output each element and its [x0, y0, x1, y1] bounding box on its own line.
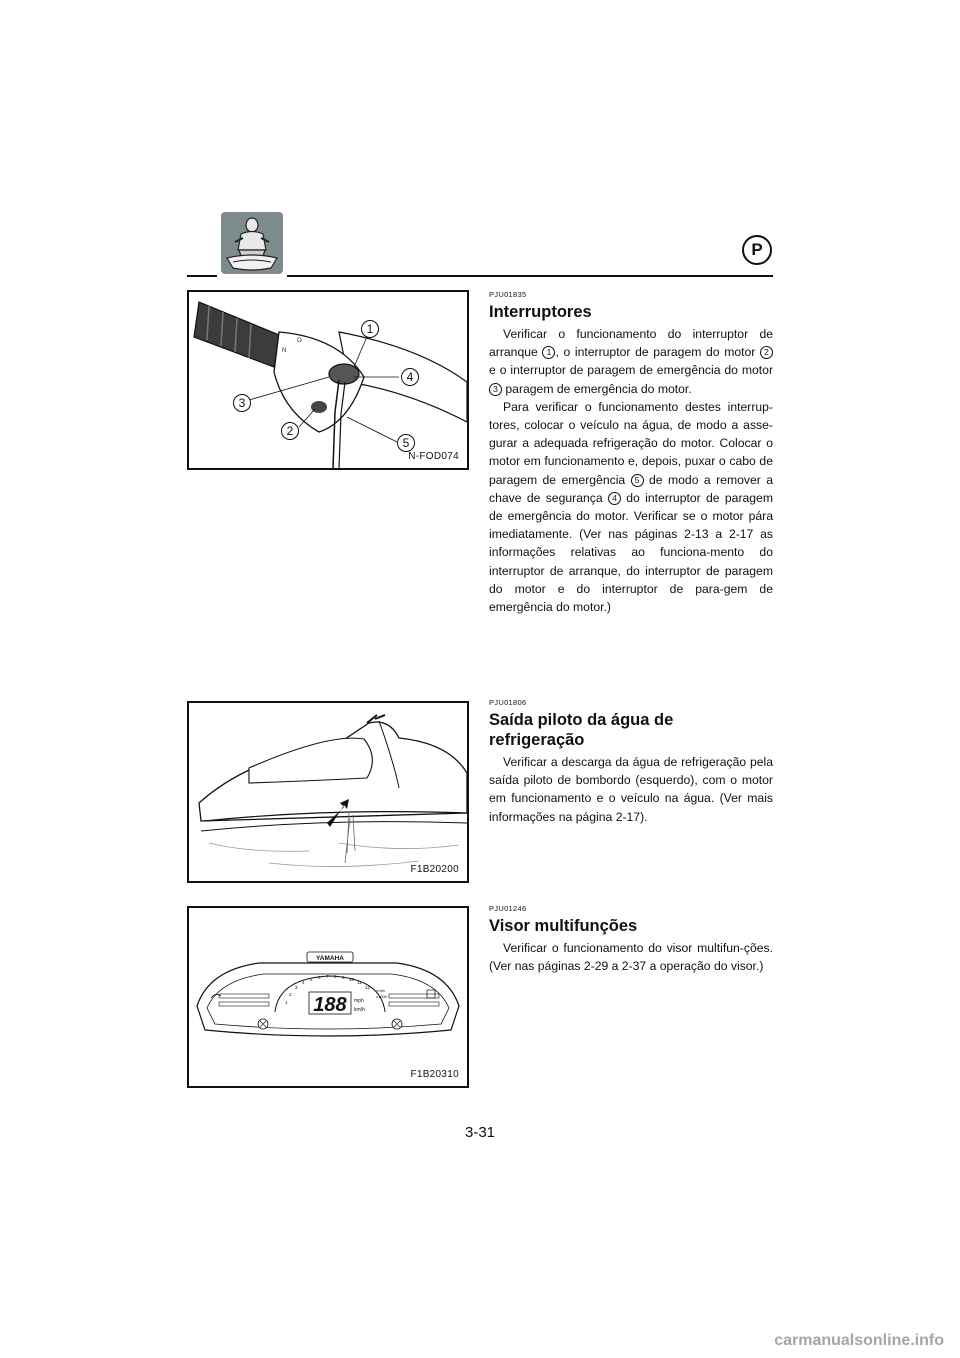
handlebar-switch-illustration	[189, 292, 467, 468]
ref-number: 1	[542, 346, 555, 359]
rpm-tick: 9	[342, 975, 345, 980]
rpm-tick: 8	[334, 974, 337, 979]
figure-code: F1B20200	[410, 864, 459, 875]
chapter-icon	[221, 212, 283, 274]
section-title: Saída piloto da água de refrigeração	[489, 711, 674, 749]
section-code: PJU01806	[489, 698, 527, 707]
section-code: PJU01246	[489, 904, 527, 913]
svg-text:O: O	[297, 338, 302, 344]
rpm-tick: 11	[357, 980, 362, 985]
ref-number: 2	[760, 346, 773, 359]
text-run: e o interruptor de paragem de emergência do motor	[489, 363, 773, 378]
text-run: de modo a remover a chave de segurança	[489, 472, 774, 505]
figure-code: F1B20310	[410, 1069, 459, 1080]
section-title: Interruptores	[489, 303, 592, 321]
rpm-tick: 3	[295, 985, 298, 990]
figure-cooling-pilot	[187, 701, 469, 883]
section-visor	[489, 904, 773, 975]
svg-text:N: N	[282, 348, 287, 354]
ref-number: 3	[489, 383, 502, 396]
text-run: Para verificar o funcionamento destes interrup-tores, colocar o veículo na água, de modo a asse-gurar a adequada refrigeração do motor. Colocar o motor em funcionamento e, depois, puxar o cabo de paragem de emergência	[489, 399, 773, 487]
header-rule-right	[287, 275, 773, 277]
callout-3: 3	[233, 394, 251, 412]
text-run: paragem de emergência do motor.	[502, 381, 692, 396]
rpm-tick: 5	[310, 977, 313, 982]
page-number: 3-31	[464, 1124, 496, 1141]
ref-number: 5	[631, 474, 644, 487]
section-interruptores	[489, 290, 773, 616]
rpm-tick: 12	[365, 985, 371, 990]
section-saida-piloto	[489, 698, 773, 826]
callout-5: 5	[397, 434, 415, 452]
rpm-tick: 6	[318, 975, 321, 980]
paragraph: Verificar o funcionamento do visor multifun-ções. (Ver nas páginas 2-29 a 2-37 a operação do visor.)	[489, 941, 773, 974]
rider-on-watercraft-icon	[221, 212, 283, 274]
section-code: PJU01835	[489, 290, 527, 299]
text-run: Verificar o funcionamento do interruptor de arranque	[489, 327, 773, 360]
callout-2: 2	[281, 422, 299, 440]
text-run: , o interruptor de paragem do motor	[555, 345, 761, 360]
figure-switches	[187, 290, 469, 470]
text-run: do interruptor de paragem de emergência do motor. Verificar se o motor pára imediatamente. (Ver nas páginas 2-13 a 2-17 as informações relativas ao funciona-mento do interruptor de arranque, do interruptor de paragem do motor e do interruptor de para-gem de emergência do motor.)	[489, 490, 773, 615]
callout-1: 1	[361, 320, 379, 338]
section-title: Visor multifunções	[489, 917, 638, 935]
watercraft-illustration	[189, 703, 467, 881]
paragraph	[489, 398, 773, 616]
speed-readout: 188	[313, 994, 347, 1016]
paragraph	[489, 325, 773, 398]
language-badge: P	[742, 235, 772, 265]
watermark-text: carmanualsonline.info	[774, 1332, 944, 1349]
multiplier-label: x1000	[376, 994, 387, 999]
multifunction-meter-illustration	[189, 908, 467, 1086]
rpm-tick: 2	[289, 992, 292, 997]
header-rule-left	[187, 275, 217, 277]
figure-code: N-FOD074	[408, 451, 459, 462]
rpm-tick: 4	[302, 980, 305, 985]
rpm-tick: 1	[285, 1000, 288, 1005]
figure-multifunction-display	[187, 906, 469, 1088]
rpm-tick: 10	[349, 977, 355, 982]
ref-number: 4	[608, 492, 621, 505]
unit-mph: mph	[354, 998, 364, 1004]
unit-kmh: km/h	[354, 1007, 365, 1013]
brand-label: YAMAHA	[316, 955, 344, 962]
paragraph: Verificar a descarga da água de refrigeração pela saída piloto de bombordo (esquerdo), com o motor em funcionamento e o veículo na água. (Ver mais informações na página 2-17).	[489, 755, 773, 824]
rpm-label: r/min	[376, 988, 385, 993]
rpm-tick: 7	[326, 974, 329, 979]
callout-4: 4	[401, 368, 419, 386]
